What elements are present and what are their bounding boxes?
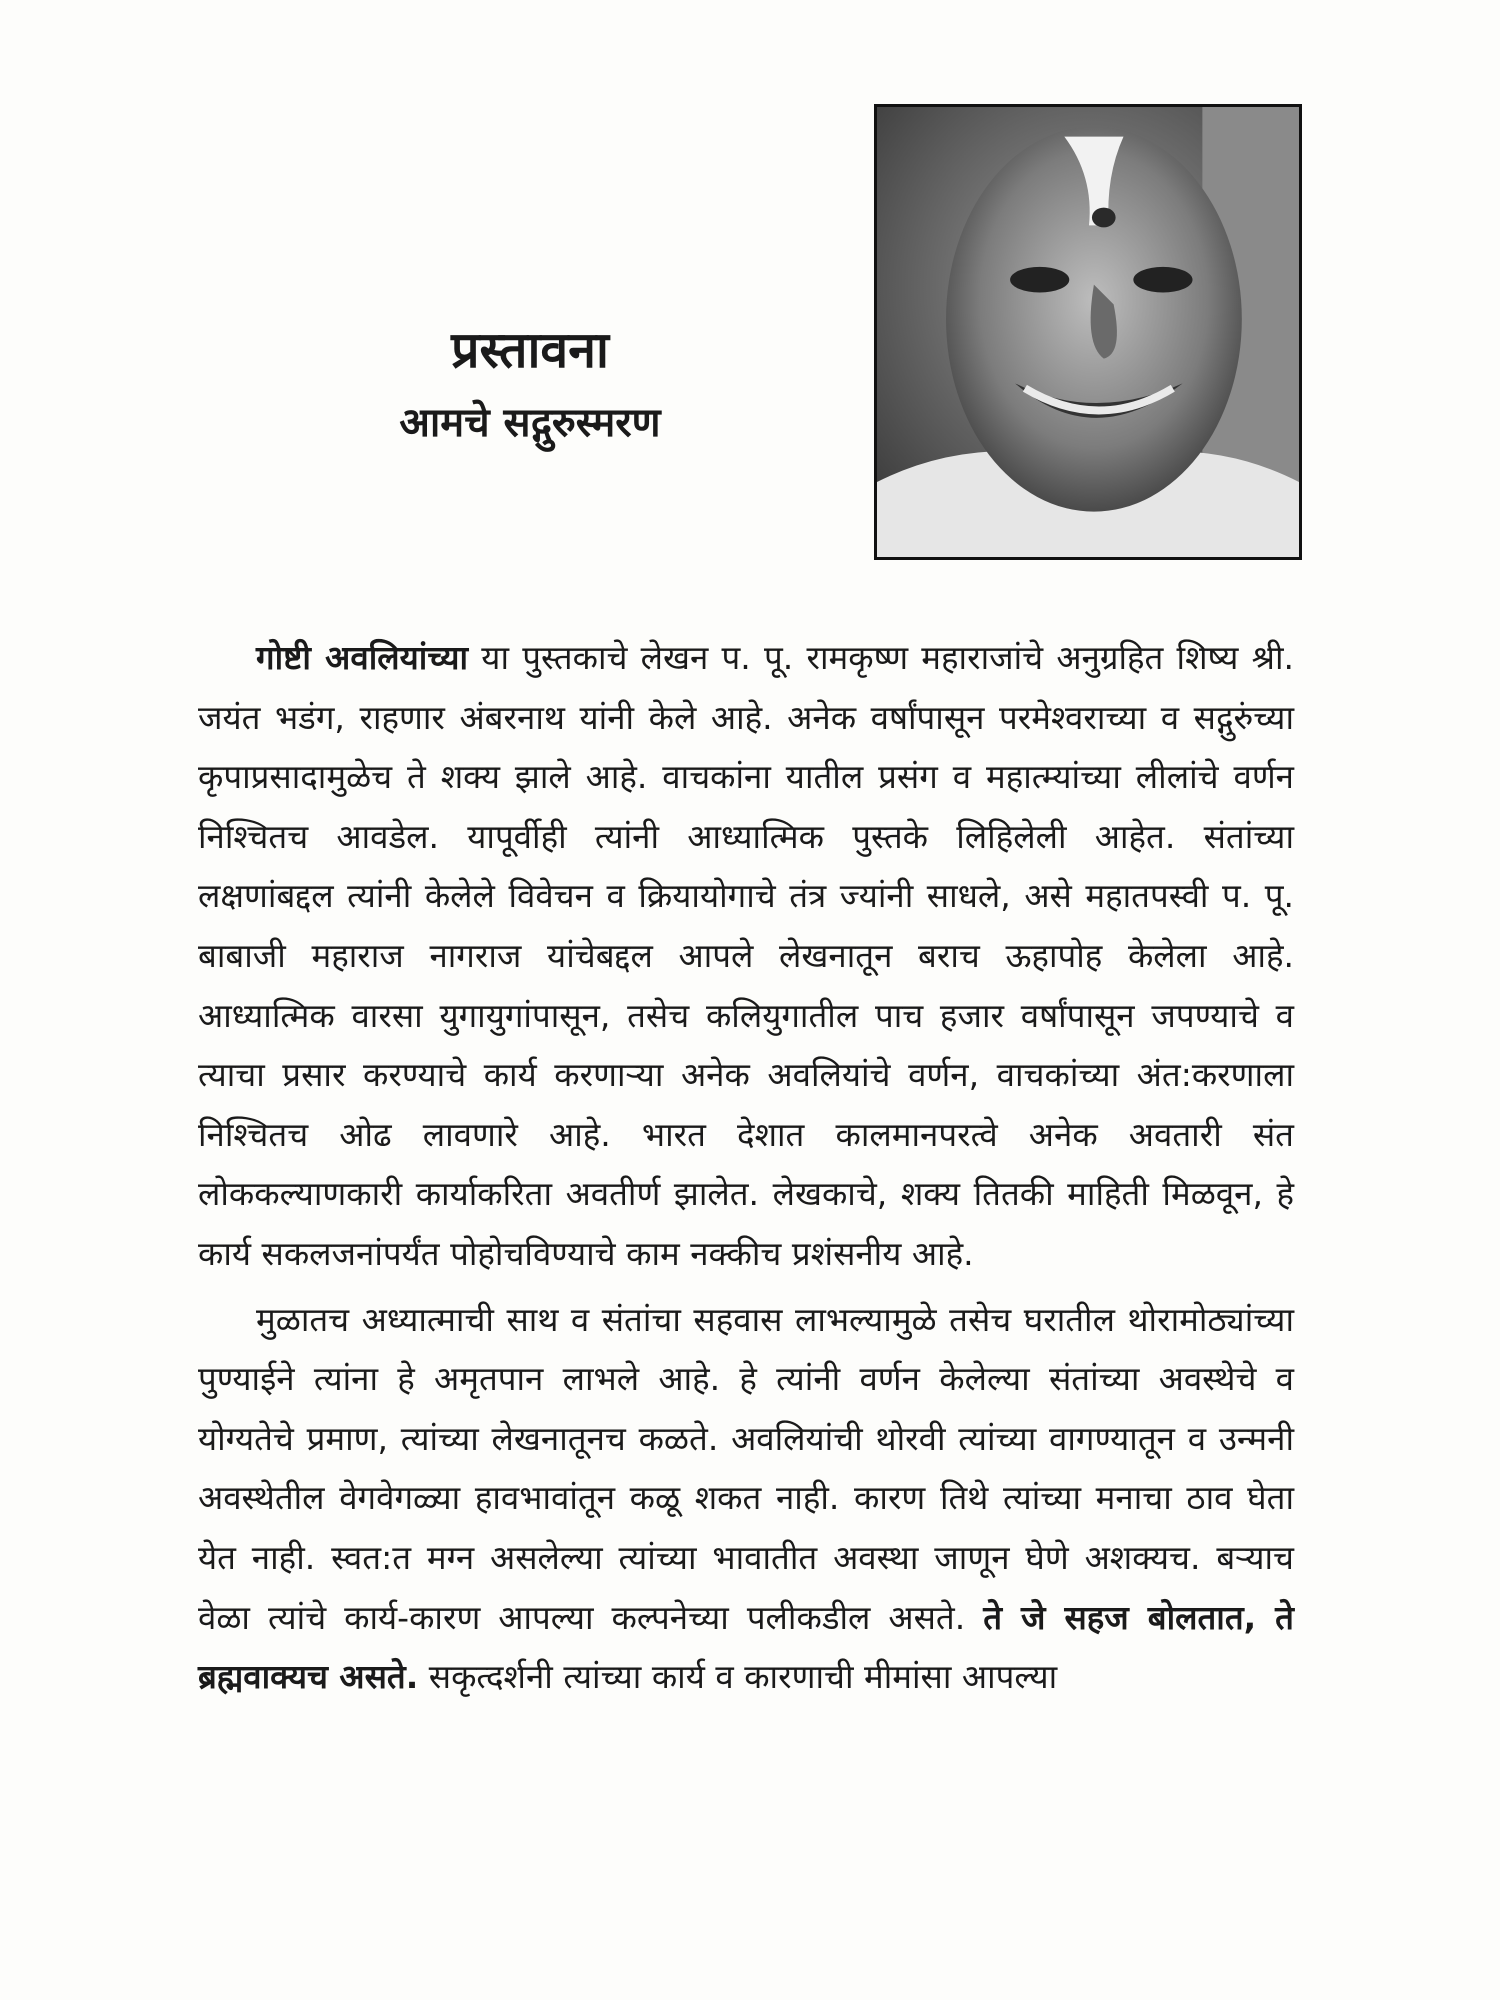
title-block bbox=[330, 318, 730, 452]
paragraph-1 bbox=[198, 628, 1294, 1284]
book-title-emphasis: गोष्टी अवलियांच्या bbox=[256, 638, 469, 677]
paragraph-2 bbox=[198, 1290, 1294, 1707]
page-title: प्रस्तावना bbox=[451, 321, 609, 379]
paragraph-2-text-before: मुळातच अध्यात्माची साथ व संतांचा सहवास लाभल्यामुळे तसेच घरातील थोरामोठ्यांच्या पुण्याईने त्यांना हे अमृतपान लाभले आहे. हे त्यांनी वर्णन केलेल्या संतांच्या अवस्थेचे व योग्यतेचे प्रमाण, त्यांच्या लेखनातूनच कळते. अवलियांची थोरवी त्यांच्या वागण्यातून व उन्मनी अवस्थेतील वेगवेगळ्या हावभावांतून कळू शकत नाही. कारण तिथे त्यांच्या मनाचा ठाव घेता येत नाही. स्वत:त मग्न असलेल्या त्यांच्या भावातीत अवस्था जाणून घेणे अशक्यच. बऱ्याच वेळा त्यांचे कार्य-कारण आपल्या कल्पनेच्या पलीकडील असते. bbox=[198, 1299, 1294, 1637]
portrait-photo bbox=[874, 104, 1302, 560]
page-subtitle: आमचे सद्गुरुस्मरण bbox=[399, 400, 661, 446]
paragraph-1-text: या पुस्तकाचे लेखन प. पू. रामकृष्ण महाराजांचे अनुग्रहित शिष्य श्री. जयंत भडंग, राहणार अंबरनाथ यांनी केले आहे. अनेक वर्षांपासून परमेश्वराच्या व सद्गुरुंच्या कृपाप्रसादामुळेच ते शक्य झाले आहे. वाचकांना यातील प्रसंग व महात्म्यांच्या लीलांचे वर्णन निश्चितच आवडेल. यापूर्वीही त्यांनी आध्यात्मिक पुस्तके लिहिलेली आहेत. संतांच्या लक्षणांबद्दल त्यांनी केलेले विवेचन व क्रियायोगाचे तंत्र ज्यांनी साधले, असे महातपस्वी प. पू. बाबाजी महाराज नागराज यांचेबद्दल आपले लेखनातून बराच ऊहापोह केलेला आहे. आध्यात्मिक वारसा युगायुगांपासून, तसेच कलियुगातील पाच हजार वर्षांपासून जपण्याचे व त्याचा प्रसार करण्याचे कार्य करणाऱ्या अनेक अवलियांचे वर्णन, वाचकांच्या अंत:करणाला निश्चितच ओढ लावणारे आहे. भारत देशात कालमानपरत्वे अनेक अवतारी संत लोककल्याणकारी कार्याकरिता अवतीर्ण झालेत. लेखकाचे, शक्य तितकी माहिती मिळवून, हे कार्य सकलजनांपर्यंत पोहोचविण्याचे काम नक्कीच प्रशंसनीय आहे. bbox=[198, 638, 1295, 1273]
body-text bbox=[198, 628, 1294, 1707]
paragraph-2-text-after: सकृत्दर्शनी त्यांच्या कार्य व कारणाची मीमांसा आपल्या bbox=[418, 1657, 1058, 1697]
quote-emphasis: ते जे सहज बोलतात, ते ब्रह्मवाक्यच असते. bbox=[198, 1597, 1294, 1697]
portrait-image bbox=[877, 107, 1299, 557]
